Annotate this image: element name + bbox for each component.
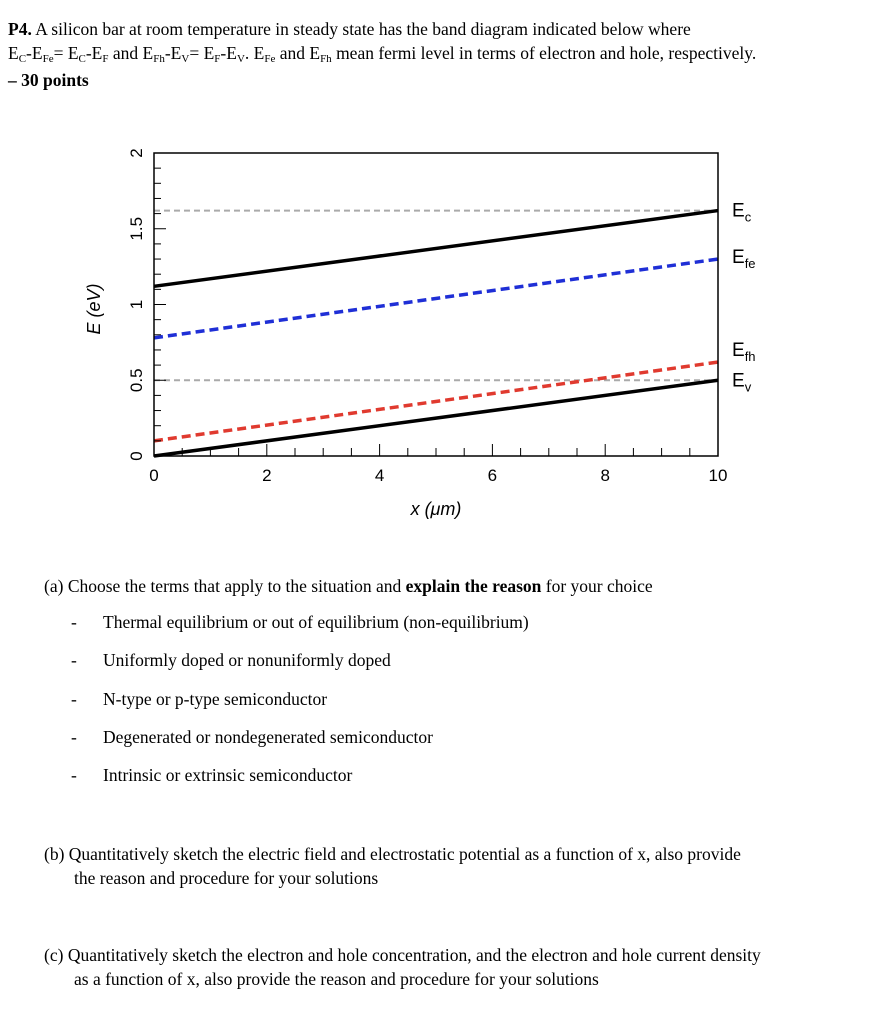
problem-statement <box>8 17 878 92</box>
part-c: (c) Quantitatively sketch the electron and hole concentration, and the electron and hole current density as a function of x, also provide the reason and procedure for your solutions <box>44 945 761 989</box>
part-a-bold: explain the reason <box>405 576 542 596</box>
problem-number: P4. <box>8 19 32 39</box>
y-tick-label: 1 <box>127 299 146 310</box>
series-ec <box>154 211 718 287</box>
problem-intro: A silicon bar at room temperature in steady state has the band diagram indicated below where <box>35 19 691 39</box>
band-diagram-chart <box>70 135 790 525</box>
series-efh <box>154 362 718 441</box>
y-tick-label: 0 <box>127 451 146 461</box>
problem-equation: $E_C-E_{Fe}= E_C-E_F$ and $E_{Fh}-E_V= E_F-E_V$. $E_{Fe}$ and $E_{Fh}$ mean fermi level in terms of electron and hole, respectively. <box>8 43 757 65</box>
part-b: (b) Quantitatively sketch the electric field and electrostatic potential as a function of x, also provide the reason and procedure for your solutions <box>44 844 741 888</box>
x-tick-label: 10 <box>708 466 728 485</box>
part-a: (a) Choose the terms that apply to the situation and explain the reason for your choice <box>44 576 653 596</box>
y-tick-label: 0.5 <box>127 368 146 393</box>
x-tick-label: 8 <box>600 466 610 485</box>
plot-frame <box>154 153 718 456</box>
series-label-efe: $E_{fe}$ <box>732 247 756 272</box>
series-efe <box>154 259 718 338</box>
y-axis-label: E (eV) <box>84 283 104 335</box>
x-tick-label: 0 <box>149 466 159 485</box>
y-tick-label: 2 <box>127 148 146 158</box>
points-label: – 30 points <box>8 70 89 90</box>
y-tick-label: 1.5 <box>127 216 146 241</box>
x-axis-label: x (μm) <box>410 499 462 519</box>
x-tick-label: 2 <box>262 466 272 485</box>
series-label-ev: $E_v$ <box>732 370 752 395</box>
x-tick-label: 4 <box>374 466 385 485</box>
series-ev <box>154 380 718 456</box>
series-label-ec: $E_c$ <box>732 200 752 225</box>
part-a-label: (a) <box>44 576 64 596</box>
x-tick-label: 6 <box>487 466 498 485</box>
series-label-efh: $E_{fh}$ <box>732 340 756 365</box>
